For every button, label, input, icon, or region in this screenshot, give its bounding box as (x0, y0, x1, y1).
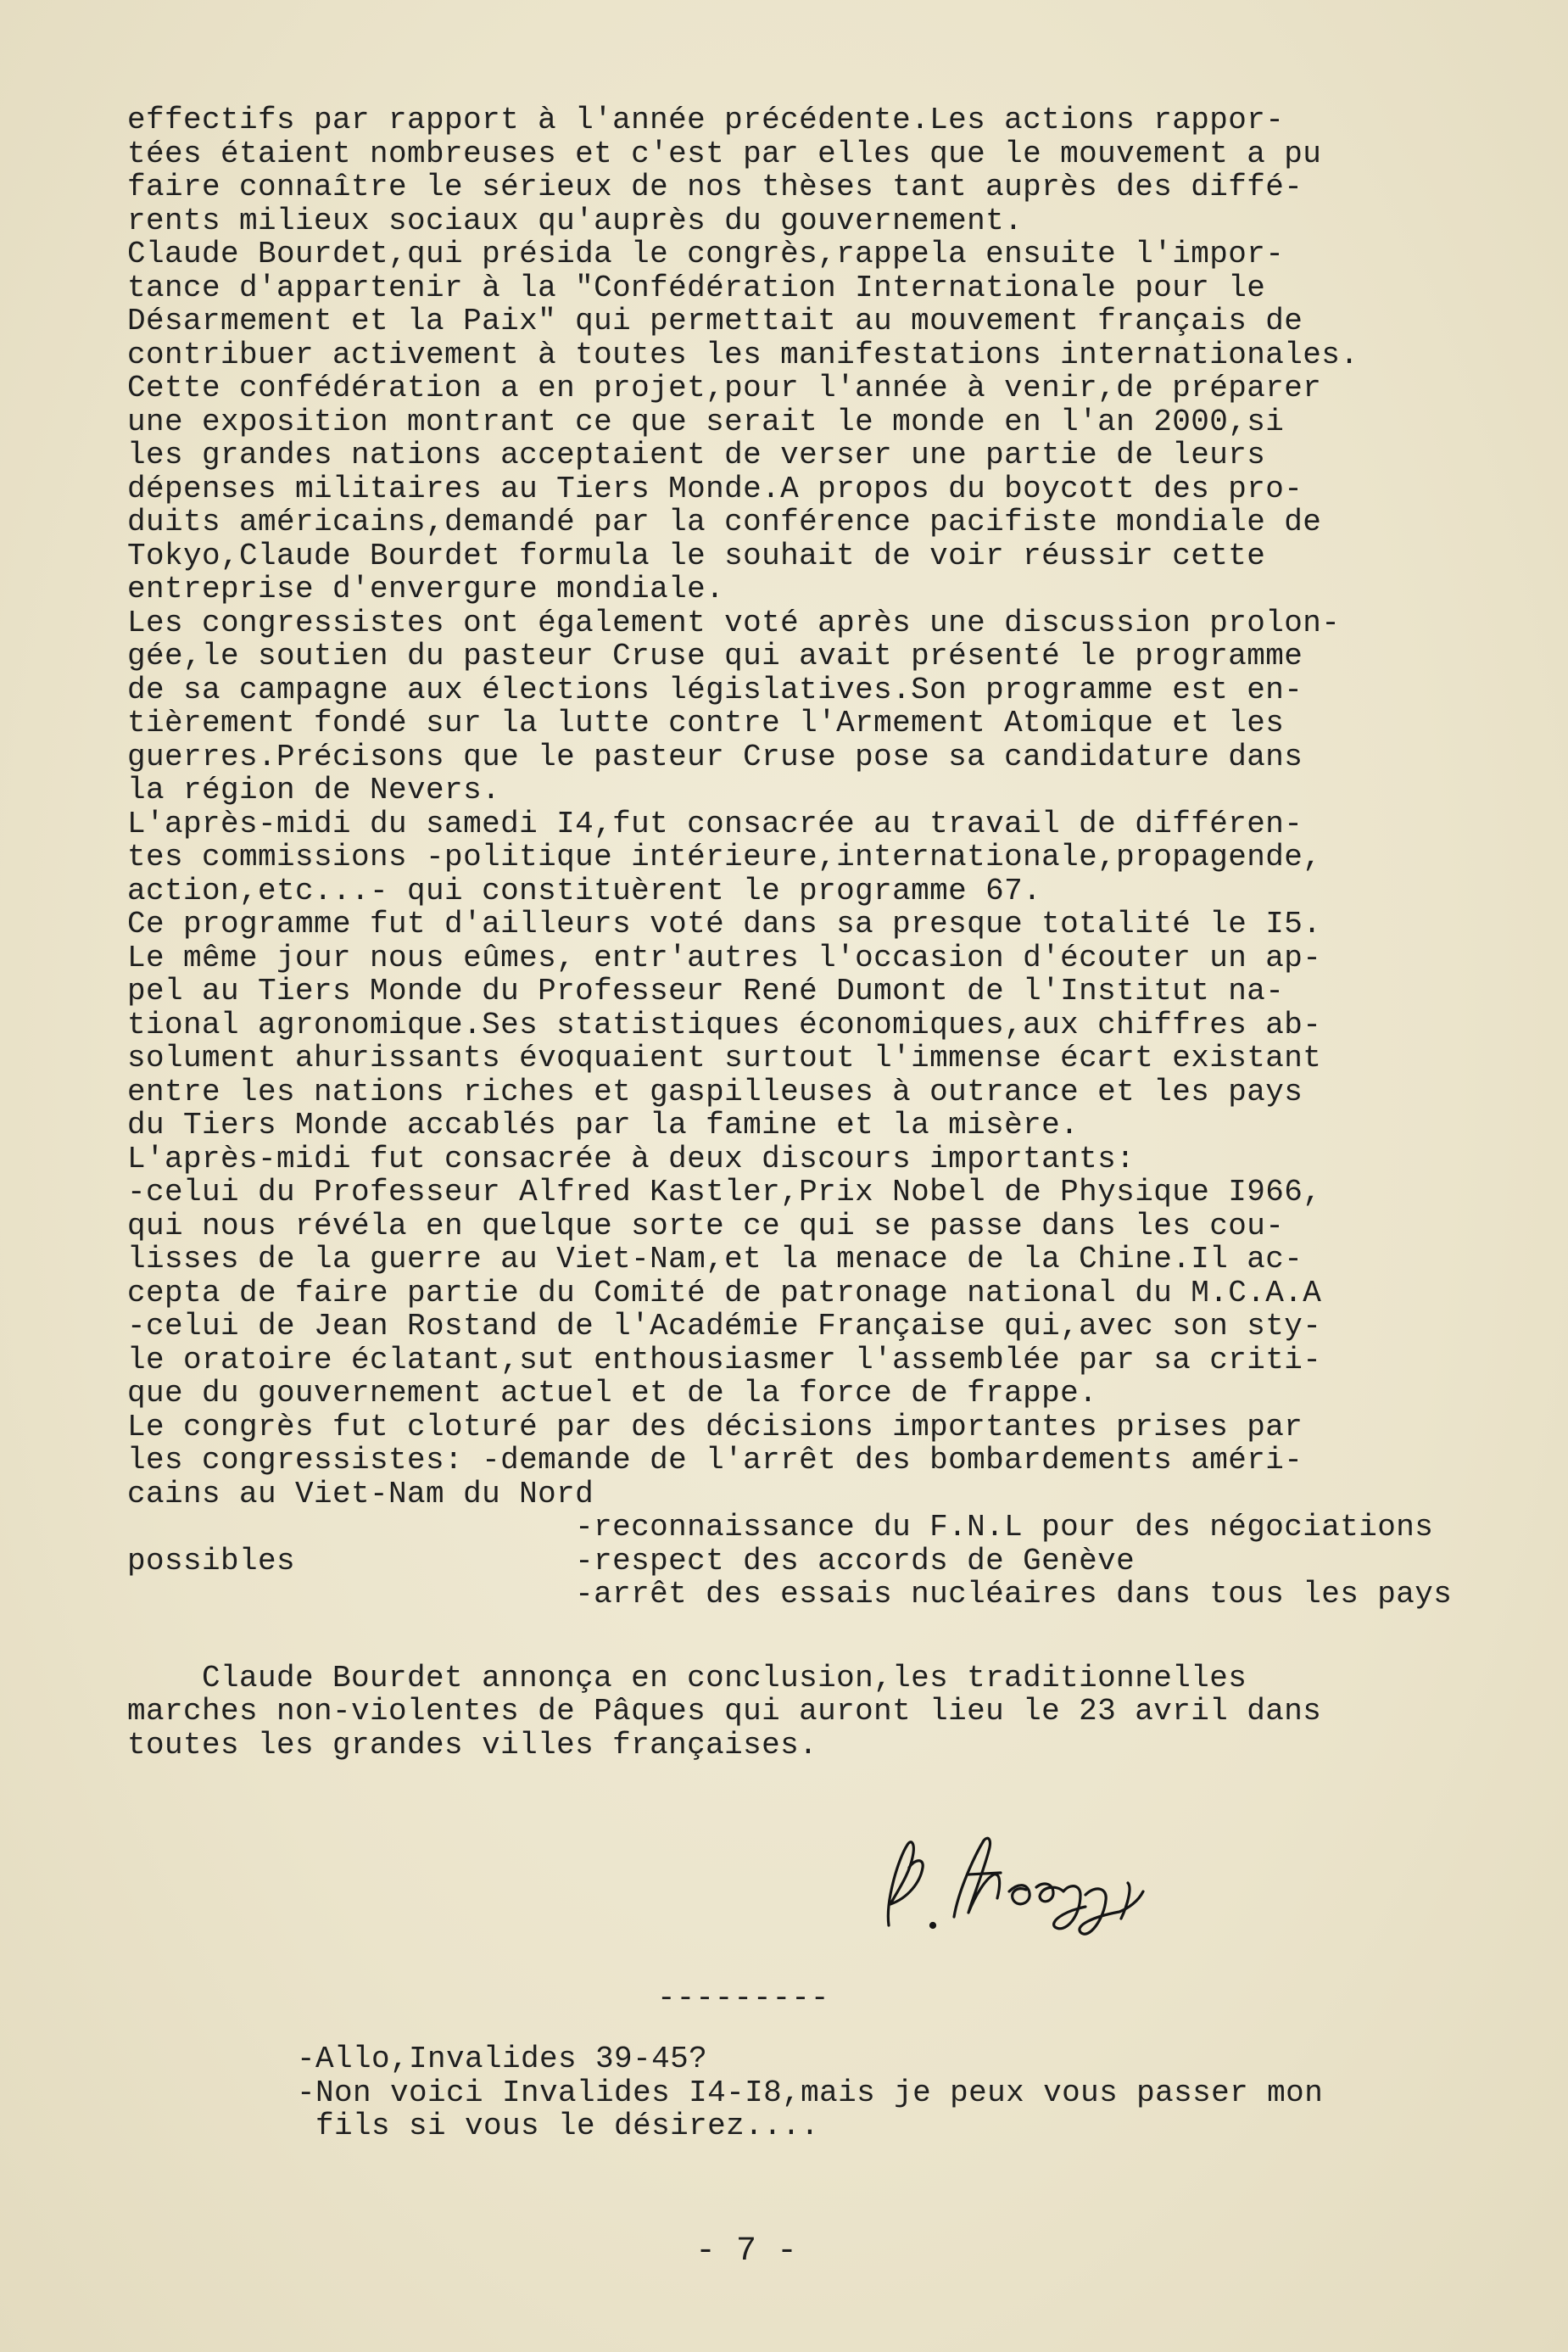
body-line: le oratoire éclatant,sut enthousiasmer l'assemblée par sa criti- (127, 1342, 1322, 1377)
body-line: tional agronomique.Ses statistiques économiques,aux chiffres ab- (127, 1007, 1322, 1042)
handwritten-signature (873, 1824, 1162, 1951)
body-line: la région de Nevers. (127, 773, 501, 807)
demand-item: -arrêt des essais nucléaires dans tous les pays (127, 1577, 1453, 1612)
joke-block (297, 2042, 1323, 2143)
body-line: entre les nations riches et gaspilleuses à outrance et les pays (127, 1074, 1303, 1109)
body-line: Désarmement et la Paix" qui permettait au mouvement français de (127, 304, 1303, 338)
body-line: du Tiers Monde accablés par la famine et la misère. (127, 1108, 1080, 1142)
page-number: - 7 - (695, 2232, 798, 2271)
joke-line: fils si vous le désirez.... (297, 2109, 820, 2143)
body-line: tièrement fondé sur la lutte contre l'Armement Atomique et les (127, 706, 1285, 740)
body-line: rents milieux sociaux qu'auprès du gouvernement. (127, 203, 1024, 238)
body-line: Tokyo,Claude Bourdet formula le souhait de voir réussir cette (127, 538, 1266, 573)
article-body (127, 103, 1453, 1763)
joke-line: -Allo,Invalides 39-45? (297, 2042, 708, 2076)
body-line: entreprise d'envergure mondiale. (127, 572, 725, 606)
body-line: Le même jour nous eûmes, entr'autres l'occasion d'écouter un ap- (127, 940, 1322, 975)
paragraph-gap (127, 1612, 1450, 1662)
conclusion-line: toutes les grandes villes françaises. (127, 1727, 818, 1763)
body-line: guerres.Précisons que le pasteur Cruse pose sa candidature dans (127, 739, 1303, 774)
body-line: pel au Tiers Monde du Professeur René Dumont de l'Institut na- (127, 974, 1285, 1008)
conclusion-line: marches non-violentes de Pâques qui auront lieu le 23 avril dans (127, 1694, 1322, 1729)
body-line: -celui du Professeur Alfred Kastler,Prix Nobel de Physique I966, (127, 1175, 1322, 1210)
body-line: tées étaient nombreuses et c'est par elles que le mouvement a pu (127, 136, 1322, 171)
body-line: L'après-midi du samedi I4,fut consacrée au travail de différen- (127, 806, 1303, 841)
body-line: gée,le soutien du pasteur Cruse qui avait présenté le programme (127, 639, 1303, 673)
body-line: une exposition montrant ce que serait le monde en l'an 2000,si (127, 404, 1285, 439)
body-line: cepta de faire partie du Comité de patronage national du M.C.A.A (127, 1275, 1322, 1310)
joke-line: -Non voici Invalides I4-I8,mais je peux vous passer mon (297, 2075, 1324, 2110)
body-line: contribuer activement à toutes les manifestations internationales. (127, 337, 1359, 372)
body-line: les grandes nations acceptaient de verser une partie de leurs (127, 438, 1266, 472)
body-line: Claude Bourdet,qui présida le congrès,rappela ensuite l'impor- (127, 237, 1285, 271)
body-line: tance d'appartenir à la "Confédération Internationale pour le (127, 270, 1266, 305)
body-line: de sa campagne aux élections législatives.Son programme est en- (127, 672, 1303, 707)
body-line: cains au Viet-Nam du Nord (127, 1476, 594, 1511)
body-line: -celui de Jean Rostand de l'Académie Française qui,avec son sty- (127, 1309, 1322, 1344)
body-line: que du gouvernement actuel et de la force de frappe. (127, 1376, 1098, 1411)
body-line: action,etc...- qui constituèrent le programme 67. (127, 873, 1042, 908)
body-line: Les congressistes ont également voté après une discussion prolon- (127, 605, 1341, 640)
body-line: les congressistes: -demande de l'arrêt des bombardements améri- (127, 1443, 1303, 1478)
body-line: L'après-midi fut consacrée à deux discours importants: (127, 1141, 1136, 1176)
body-line: Cette confédération a en projet,pour l'année à venir,de préparer (127, 371, 1322, 405)
separator-line: --------- (657, 1980, 830, 2015)
conclusion-paragraph (127, 1662, 1450, 1763)
body-line: Le congrès fut cloturé par des décisions importantes prises par (127, 1409, 1303, 1444)
demand-item: possibles -respect des accords de Genève (127, 1543, 1136, 1578)
body-line: tes commissions -politique intérieure,internationale,propagende, (127, 840, 1322, 874)
body-line: dépenses militaires au Tiers Monde.A propos du boycott des pro- (127, 471, 1303, 506)
conclusion-line: Claude Bourdet annonça en conclusion,les traditionnelles (127, 1660, 1247, 1696)
demands-list (127, 1510, 1453, 1612)
body-line: effectifs par rapport à l'année précédente.Les actions rappor- (127, 103, 1285, 137)
body-line: Ce programme fut d'ailleurs voté dans sa presque totalité le I5. (127, 907, 1322, 941)
body-line: duits américains,demandé par la conférence pacifiste mondiale de (127, 505, 1322, 539)
body-line: faire connaître le sérieux de nos thèses tant auprès des diffé- (127, 170, 1303, 204)
demand-item: -reconnaissance du F.N.L pour des négociations (127, 1510, 1434, 1545)
body-line: qui nous révéla en quelque sorte ce qui se passe dans les cou- (127, 1208, 1285, 1243)
body-line: lisses de la guerre au Viet-Nam,et la menace de la Chine.Il ac- (127, 1242, 1303, 1277)
body-line: solument ahurissants évoquaient surtout l'immense écart existant (127, 1041, 1322, 1075)
